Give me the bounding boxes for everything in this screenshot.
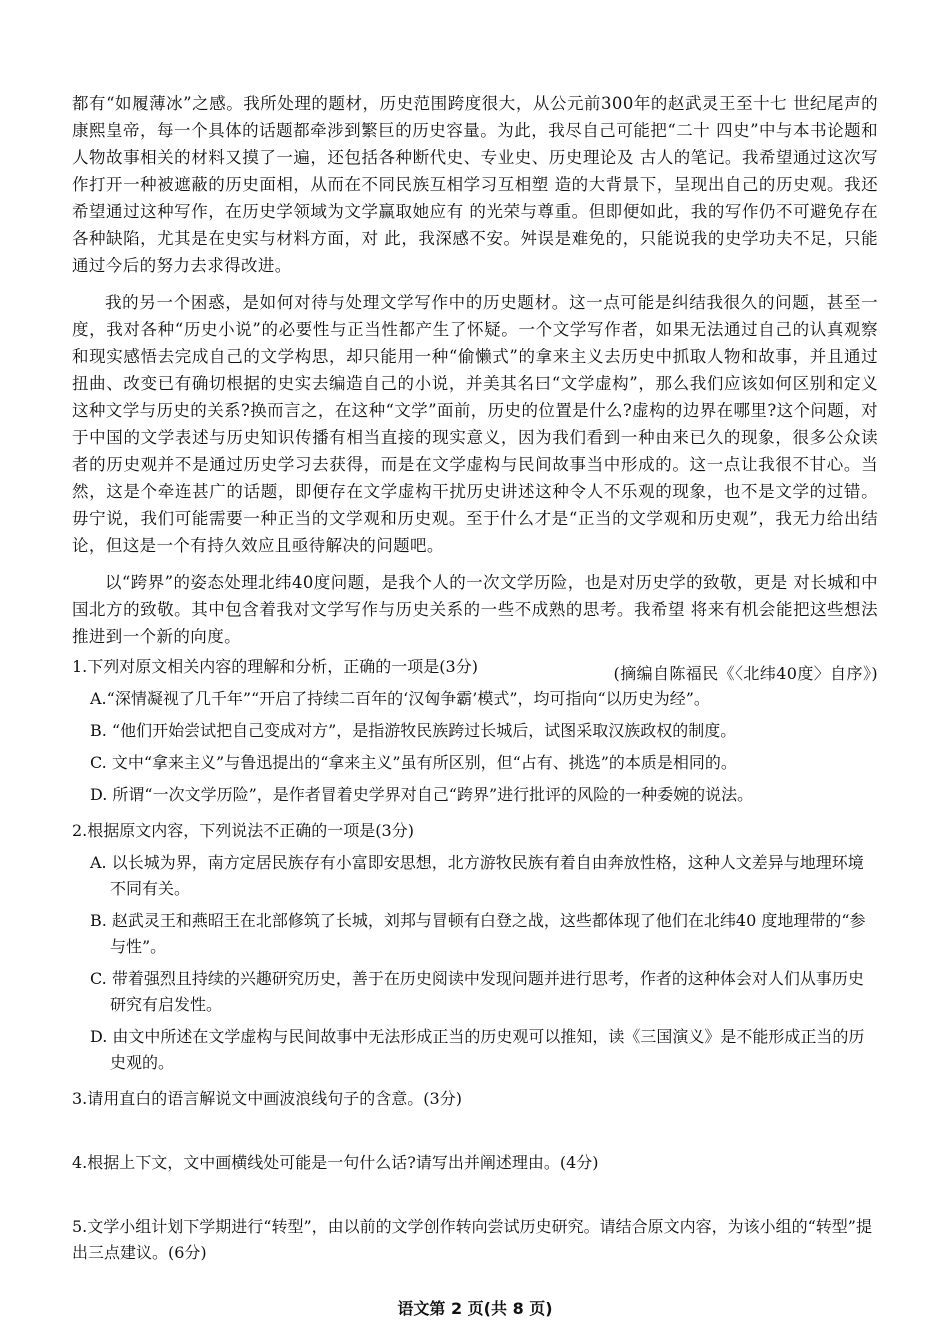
passage-source: (摘编自陈福民《〈北纬40度〉自序》) bbox=[613, 664, 878, 683]
question-4: 4.根据上下文，文中画横线处可能是一句什么话?请写出并阐述理由。(4分) bbox=[72, 1153, 599, 1172]
option-a: A. 以长城为界，南方定居民族存有小富即安思想，北方游牧民族有着自由奔放性格，这种人文差异与地理环境不同有关。 bbox=[90, 853, 864, 898]
passage-paragraph-2: 我的另一个困惑，是如何对待与处理文学写作中的历史题材。这一点可能是纠结我很久的问题，甚至一度，我对各种“历史小说”的必要性与正当性都产生了怀疑。一个文学写作者，如果无法通过自己的认真观察和现实感悟去完成自己的文学构思，却只能用一种“偷懒式”的拿来主义去历史中抓取人物和故事，并且通过扭曲、改变已有确切根据的史实去编造自己的小说，并美其名曰“文学虚构”，那么我们应该如何区别和定义这种文学与历史的关系?换而言之，在这种“文学”面前，历史的位置是什么?虚构的边界在哪里?这个问题，对于中国的文学表述与历史知识传播有相当直接的现实意义，因为我们看到一种由来已久的现象，很多公众读者的历史观并不是通过历史学习去获得，而是在文学虚构与民间故事当中形成的。这一点让我很不甘心。当然，这是个牵连甚广的话题，即便存在文学虚构干扰历史讲述这种令人不乐观的现象，也不是文学的过错。毋宁说，我们可能需要一种正当的文学观和历史观。至于什么才是“正当的文学观和历史观”，我无力给出结论，但这是一个有持久效应且亟待解决的问题吧。 bbox=[72, 293, 878, 555]
question-2 bbox=[72, 818, 878, 1076]
question-1 bbox=[72, 654, 878, 808]
passage-paragraph-1: 都有“如履薄冰”之感。我所处理的题材，历史范围跨度很大，从公元前300年的赵武灵王至十七 世纪尾声的康熙皇帝，每一个具体的话题都牵涉到繁巨的历史容量。为此，我尽自己可能把“二十 四史”中与本书论题和人物故事相关的材料又摸了一遍，还包括各种断代史、专业史、历史理论及 古人的笔记。我希望通过这次写作打开一种被遮蔽的历史面相，从而在不同民族互相学习互相塑 造的大背景下，呈现出自己的历史观。我还希望通过这种写作，在历史学领域为文学赢取她应有 的光荣与尊重。但即便如此，我的写作仍不可避免存在各种缺陷，尤其是在史实与材料方面，对 此，我深感不安。舛误是难免的，只能说我的史学功夫不足，只能通过今后的努力去求得改进。 bbox=[72, 94, 878, 275]
reading-passage bbox=[72, 90, 878, 687]
question-list bbox=[72, 654, 878, 1266]
option-list bbox=[90, 686, 878, 808]
passage-paragraph-3: 以“跨界”的姿态处理北纬40度问题，是我个人的一次文学历险，也是对历史学的致敬，更是 对长城和中国北方的致敬。其中包含着我对文学写作与历史关系的一些不成熟的思考。我希望 将来有机会能把这些想法推进到一个新的向度。 bbox=[72, 573, 878, 646]
option-b: B. “他们开始尝试把自己变成对方”，是指游牧民族跨过长城后，试图采取汉族政权的制度。 bbox=[90, 721, 737, 740]
option-d: D. 由文中所述在文学虚构与民间故事中无法形成正当的历史观可以推知，读《三国演义》是不能形成正当的历史观的。 bbox=[90, 1027, 865, 1072]
page-footer: 语文第 2 页(共 8 页) bbox=[397, 1299, 553, 1318]
option-b: B. 赵武灵王和燕昭王在北部修筑了长城，刘邦与冒顿有白登之战，这些都体现了他们在北纬40 度地理带的“参与性”。 bbox=[90, 911, 866, 956]
option-d: D. 所谓“一次文学历险”，是作者冒着史学界对自己“跨界”进行批评的风险的一种委婉的说法。 bbox=[90, 785, 754, 804]
option-list bbox=[90, 850, 878, 1076]
option-c: C. 带着强烈且持续的兴趣研究历史，善于在历史阅读中发现问题并进行思考，作者的这种体会对人们从事历史研究有启发性。 bbox=[90, 969, 864, 1014]
option-a: A.“深情凝视了几千年”“开启了持续二百年的‘汉匈争霸’模式”，均可指向“以历史为经”。 bbox=[90, 689, 710, 708]
question-stem: 2.根据原文内容，下列说法不正确的一项是(3分) bbox=[72, 821, 414, 840]
option-c: C. 文中“拿来主义”与鲁迅提出的“拿来主义”虽有所区别，但“占有、挑选”的本质是相同的。 bbox=[90, 753, 737, 772]
question-3: 3.请用直白的语言解说文中画波浪线句子的含意。(3分) bbox=[72, 1089, 462, 1108]
question-stem: 1.下列对原文相关内容的理解和分析，正确的一项是(3分) bbox=[72, 657, 478, 676]
question-5: 5.文学小组计划下学期进行“转型”，由以前的文学创作转向尝试历史研究。请结合原文内容，为该小组的“转型”提出三点建议。(6分) bbox=[72, 1217, 872, 1262]
